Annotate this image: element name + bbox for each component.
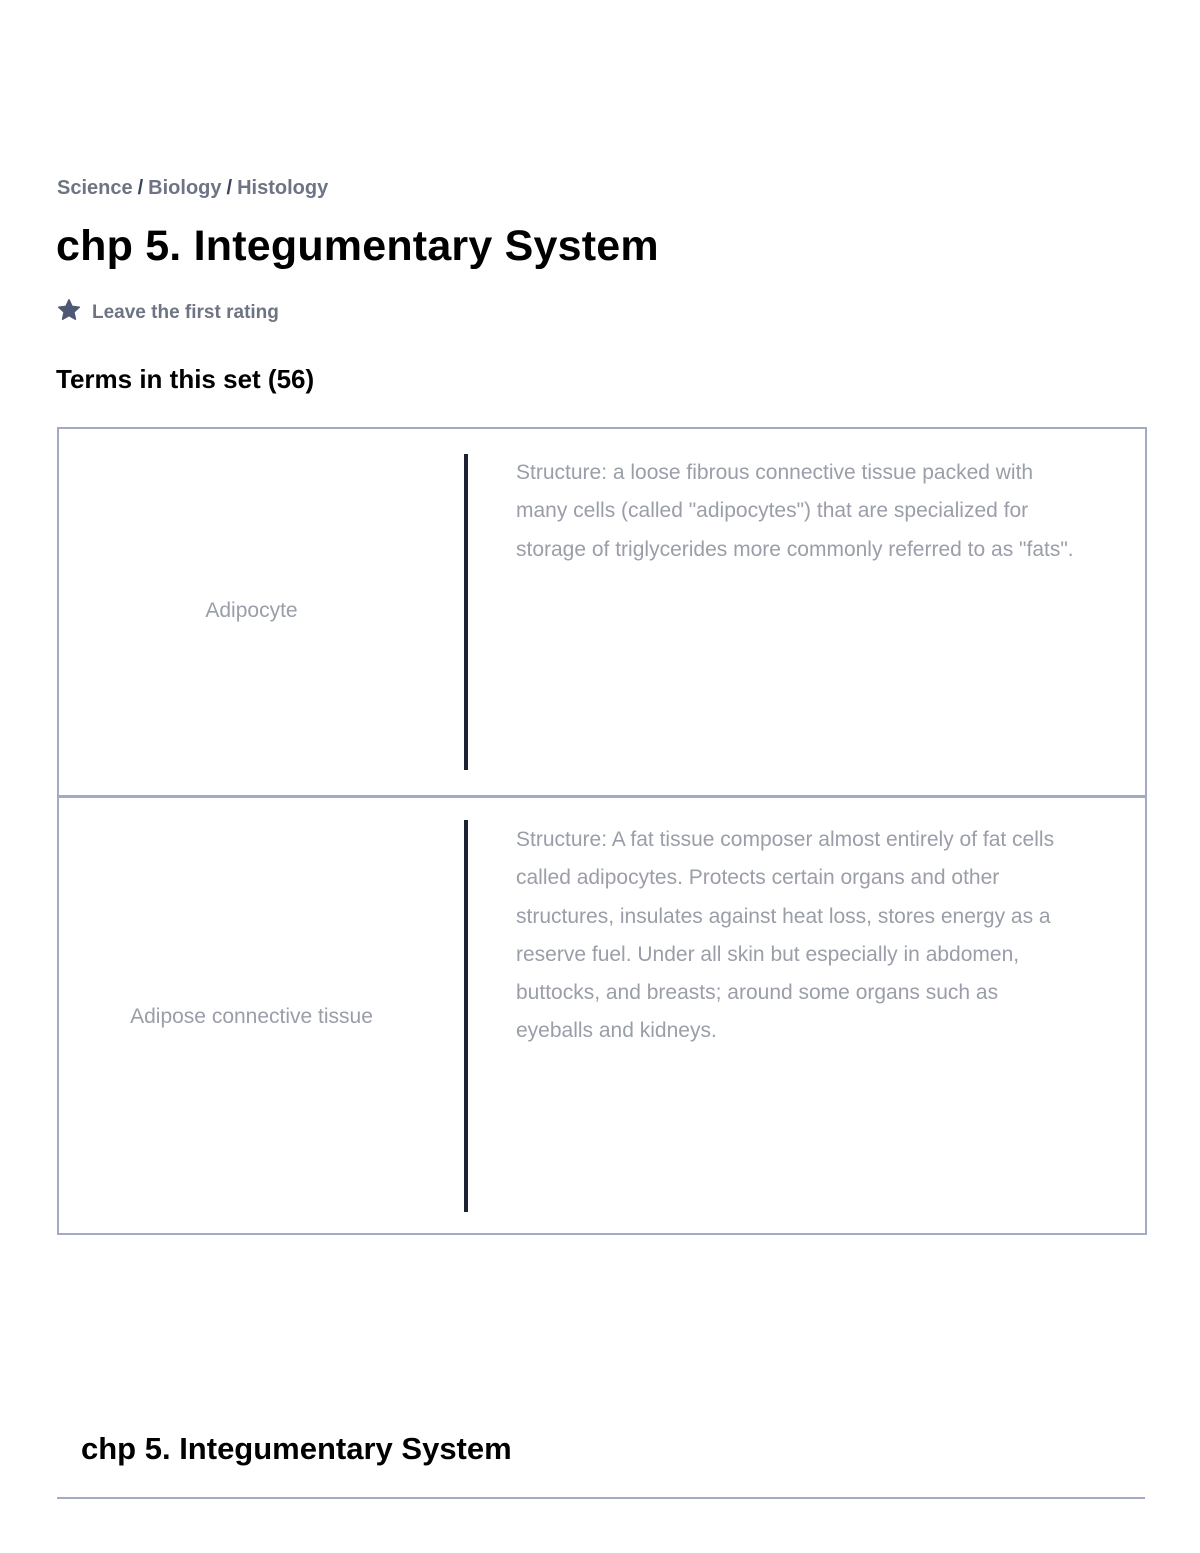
term-text: Adipose connective tissue (130, 1005, 373, 1028)
breadcrumb-separator: / (226, 177, 233, 199)
page-title: chp 5. Integumentary System (56, 222, 659, 270)
terms-heading: Terms in this set (56) (56, 364, 315, 394)
breadcrumb (57, 177, 328, 200)
star-icon (57, 298, 92, 328)
rating-prompt[interactable] (57, 298, 279, 328)
term-row (59, 795, 1145, 1236)
breadcrumb-item-science[interactable]: Science (57, 177, 133, 199)
term-divider (464, 820, 468, 1212)
footer-divider (57, 1497, 1145, 1499)
term-row (59, 429, 1145, 793)
term-text: Adipocyte (205, 599, 298, 622)
footer-title: chp 5. Integumentary System (81, 1431, 512, 1466)
terms-table (57, 427, 1147, 1235)
definition-text: Structure: A fat tissue composer almost entirely of fat cells called adipocytes. Protects certain organs and other structures, insulates against heat loss, stores energy as a reserve fuel. Under all skin but especially in abdomen, buttocks, and breasts; around some organs such as eyeballs and kidneys. (516, 828, 1055, 1043)
breadcrumb-item-biology[interactable]: Biology (148, 177, 222, 199)
definition-text: Structure: a loose fibrous connective tissue packed with many cells (called "adipocytes") that are specialized for storage of triglycerides more commonly referred to as "fats". (516, 461, 1074, 561)
rating-label: Leave the first rating (92, 302, 279, 323)
breadcrumb-separator: / (137, 177, 144, 199)
term-divider (464, 454, 468, 770)
breadcrumb-item-histology[interactable]: Histology (237, 177, 329, 199)
